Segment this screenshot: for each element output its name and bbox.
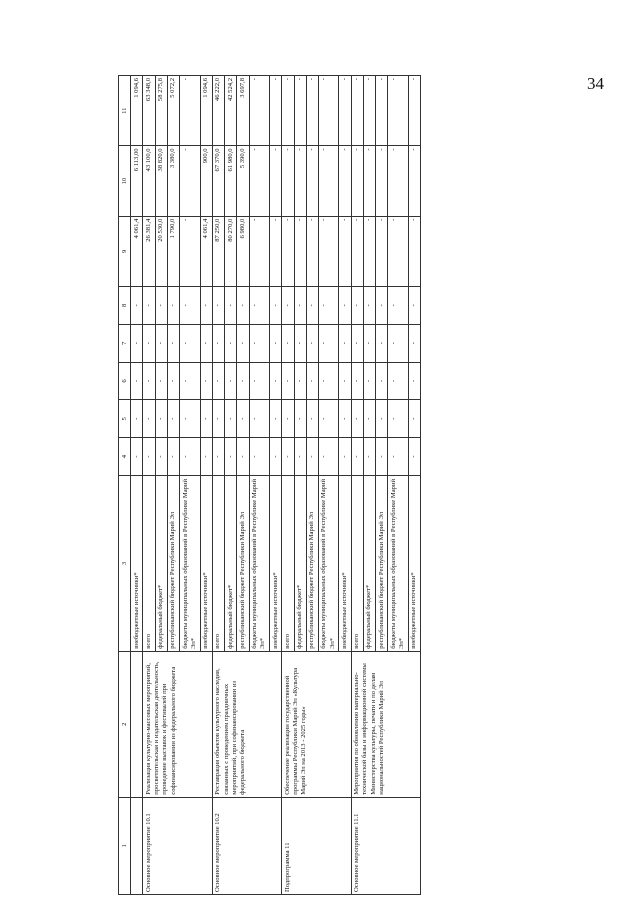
value-cell: -: [376, 438, 388, 476]
value-cell: -: [225, 400, 237, 438]
value-cell: -: [131, 400, 143, 438]
code-cell: Подпрограмма 11: [282, 797, 351, 894]
code-cell: Основное мероприятие 11.1: [351, 797, 420, 894]
name-cell: Обеспечение реализации государственной программы Республики Марий Эл «Культура Марий Эл на 2013 - 2025 годы»: [282, 651, 351, 797]
value-cell: -: [306, 324, 318, 362]
column-header-6: 6: [119, 362, 131, 400]
value-cell: -: [180, 438, 200, 476]
value-cell: -: [294, 76, 306, 146]
value-cell: -: [249, 400, 269, 438]
value-cell: -: [167, 286, 179, 324]
value-cell: 1 094,6: [200, 76, 212, 146]
table-row: [131, 76, 143, 895]
value-cell: -: [131, 362, 143, 400]
value-cell: 43 100,0: [143, 146, 155, 216]
value-cell: 3 697,8: [237, 76, 249, 146]
value-cell: -: [339, 362, 351, 400]
source-cell: внебюджетные источники*: [408, 476, 420, 652]
value-cell: 67 370,0: [212, 146, 224, 216]
value-cell: -: [388, 362, 408, 400]
value-cell: -: [167, 438, 179, 476]
value-cell: -: [294, 286, 306, 324]
value-cell: -: [351, 286, 363, 324]
value-cell: -: [294, 438, 306, 476]
source-cell: республиканский бюджет Республики Марий Эл: [376, 476, 388, 652]
value-cell: -: [351, 146, 363, 216]
rotated-table-wrapper: [118, 75, 508, 895]
value-cell: -: [155, 324, 167, 362]
header-row: [119, 76, 131, 895]
value-cell: -: [318, 400, 338, 438]
value-cell: -: [200, 362, 212, 400]
name-cell: Мероприятия по обновлению материально-технической базы и информационной системы Министерства культуры, печати и по делам национальностей Республики Марий Эл: [351, 651, 420, 797]
value-cell: -: [212, 324, 224, 362]
value-cell: -: [306, 362, 318, 400]
value-cell: -: [212, 438, 224, 476]
value-cell: -: [351, 76, 363, 146]
value-cell: -: [408, 76, 420, 146]
value-cell: -: [388, 216, 408, 286]
value-cell: -: [363, 286, 375, 324]
value-cell: -: [180, 400, 200, 438]
column-header-9: 9: [119, 216, 131, 286]
value-cell: -: [225, 324, 237, 362]
value-cell: -: [249, 438, 269, 476]
value-cell: -: [339, 324, 351, 362]
value-cell: -: [200, 438, 212, 476]
source-cell: внебюджетные источники*: [339, 476, 351, 652]
value-cell: -: [376, 324, 388, 362]
value-cell: -: [294, 324, 306, 362]
value-cell: -: [200, 324, 212, 362]
value-cell: -: [388, 146, 408, 216]
value-cell: -: [167, 324, 179, 362]
value-cell: -: [143, 286, 155, 324]
value-cell: -: [388, 400, 408, 438]
column-header-7: 7: [119, 324, 131, 362]
value-cell: -: [306, 400, 318, 438]
value-cell: -: [143, 400, 155, 438]
value-cell: -: [131, 324, 143, 362]
value-cell: 900,0: [200, 146, 212, 216]
value-cell: -: [388, 76, 408, 146]
value-cell: -: [249, 324, 269, 362]
value-cell: -: [376, 76, 388, 146]
source-cell: бюджеты муниципальных образований в Республике Марий Эл*: [249, 476, 269, 652]
column-header-8: 8: [119, 286, 131, 324]
source-cell: всего: [282, 476, 294, 652]
value-cell: 1 790,0: [167, 216, 179, 286]
value-cell: -: [180, 76, 200, 146]
source-cell: всего: [351, 476, 363, 652]
value-cell: -: [318, 216, 338, 286]
code-cell: Основное мероприятие 10.1: [143, 797, 212, 894]
value-cell: -: [237, 362, 249, 400]
source-cell: внебюджетные источники*: [200, 476, 212, 652]
value-cell: -: [180, 216, 200, 286]
value-cell: -: [270, 324, 282, 362]
source-cell: всего: [143, 476, 155, 652]
value-cell: -: [363, 146, 375, 216]
source-cell: республиканский бюджет Республики Марий Эл: [237, 476, 249, 652]
value-cell: -: [270, 286, 282, 324]
value-cell: -: [376, 216, 388, 286]
table-row: [212, 76, 224, 895]
source-cell: бюджеты муниципальных образований в Республике Марий Эл*: [388, 476, 408, 652]
value-cell: -: [131, 438, 143, 476]
value-cell: -: [408, 324, 420, 362]
column-header-1: 1: [119, 797, 131, 894]
value-cell: 20 530,0: [155, 216, 167, 286]
value-cell: -: [318, 438, 338, 476]
value-cell: -: [249, 216, 269, 286]
value-cell: -: [225, 438, 237, 476]
value-cell: -: [351, 362, 363, 400]
value-cell: -: [212, 362, 224, 400]
source-cell: бюджеты муниципальных образований в Республике Марий Эл*: [180, 476, 200, 652]
value-cell: -: [282, 76, 294, 146]
value-cell: -: [339, 400, 351, 438]
column-header-3: 3: [119, 476, 131, 652]
value-cell: 5 390,0: [237, 146, 249, 216]
value-cell: -: [180, 286, 200, 324]
column-header-5: 5: [119, 400, 131, 438]
value-cell: -: [270, 146, 282, 216]
value-cell: -: [363, 76, 375, 146]
value-cell: -: [249, 286, 269, 324]
name-cell: Реализация культурно-массовых мероприятий, просветительская и издательская деятельность, проведение выставок и фестивалей при софинансировании из федерального бюджета: [143, 651, 212, 797]
value-cell: -: [180, 362, 200, 400]
name-cell: Реставрация объектов культурного наследия, связанных с проведением праздничных мероприятий, при софинансировании из федерального бюджета: [212, 651, 281, 797]
source-cell: республиканский бюджет Республики Марий Эл: [167, 476, 179, 652]
value-cell: -: [408, 146, 420, 216]
source-cell: федеральный бюджет*: [225, 476, 237, 652]
value-cell: -: [237, 438, 249, 476]
value-cell: -: [155, 400, 167, 438]
value-cell: -: [408, 286, 420, 324]
value-cell: 80 270,0: [225, 216, 237, 286]
value-cell: -: [249, 76, 269, 146]
value-cell: -: [200, 286, 212, 324]
value-cell: -: [225, 286, 237, 324]
value-cell: -: [143, 362, 155, 400]
value-cell: -: [351, 400, 363, 438]
source-cell: внебюджетные источники*: [131, 476, 143, 652]
value-cell: -: [282, 438, 294, 476]
value-cell: -: [167, 362, 179, 400]
value-cell: -: [270, 76, 282, 146]
value-cell: 38 820,0: [155, 146, 167, 216]
value-cell: -: [294, 216, 306, 286]
value-cell: -: [318, 76, 338, 146]
value-cell: 42 524,2: [225, 76, 237, 146]
source-cell: федеральный бюджет*: [294, 476, 306, 652]
value-cell: -: [200, 400, 212, 438]
value-cell: -: [180, 324, 200, 362]
value-cell: -: [155, 362, 167, 400]
value-cell: -: [294, 362, 306, 400]
value-cell: 46 222,0: [212, 76, 224, 146]
value-cell: -: [225, 362, 237, 400]
value-cell: -: [282, 362, 294, 400]
name-cell: [131, 651, 143, 797]
value-cell: -: [306, 286, 318, 324]
table-body: [131, 76, 421, 895]
value-cell: -: [237, 324, 249, 362]
value-cell: 87 250,0: [212, 216, 224, 286]
column-header-2: 2: [119, 651, 131, 797]
value-cell: -: [339, 76, 351, 146]
code-cell: [131, 797, 143, 894]
value-cell: -: [143, 324, 155, 362]
value-cell: -: [408, 400, 420, 438]
value-cell: 5 072,2: [167, 76, 179, 146]
value-cell: -: [351, 324, 363, 362]
budget-table: [118, 75, 421, 895]
value-cell: -: [270, 438, 282, 476]
source-cell: федеральный бюджет*: [155, 476, 167, 652]
code-cell: Основное мероприятие 10.2: [212, 797, 281, 894]
value-cell: -: [294, 146, 306, 216]
value-cell: -: [306, 438, 318, 476]
value-cell: -: [318, 362, 338, 400]
value-cell: -: [294, 400, 306, 438]
value-cell: -: [388, 438, 408, 476]
value-cell: 6 113,00: [131, 146, 143, 216]
value-cell: -: [282, 400, 294, 438]
value-cell: -: [212, 400, 224, 438]
value-cell: -: [339, 438, 351, 476]
value-cell: -: [270, 216, 282, 286]
value-cell: -: [237, 400, 249, 438]
value-cell: -: [388, 324, 408, 362]
value-cell: -: [318, 286, 338, 324]
value-cell: -: [351, 438, 363, 476]
value-cell: -: [318, 146, 338, 216]
value-cell: 63 348,0: [143, 76, 155, 146]
value-cell: -: [376, 286, 388, 324]
page-number: 34: [587, 74, 604, 93]
value-cell: -: [376, 400, 388, 438]
value-cell: 6 980,0: [237, 216, 249, 286]
value-cell: -: [249, 146, 269, 216]
source-cell: всего: [212, 476, 224, 652]
value-cell: -: [180, 146, 200, 216]
value-cell: -: [351, 216, 363, 286]
value-cell: -: [249, 362, 269, 400]
value-cell: -: [306, 146, 318, 216]
value-cell: -: [408, 216, 420, 286]
value-cell: -: [167, 400, 179, 438]
value-cell: -: [282, 146, 294, 216]
value-cell: -: [339, 146, 351, 216]
value-cell: -: [143, 438, 155, 476]
value-cell: -: [339, 286, 351, 324]
table-row: [351, 76, 363, 895]
value-cell: -: [376, 362, 388, 400]
value-cell: 1 094,6: [131, 76, 143, 146]
column-header-11: 11: [119, 76, 131, 146]
value-cell: -: [212, 286, 224, 324]
value-cell: -: [408, 362, 420, 400]
value-cell: 26 381,4: [143, 216, 155, 286]
value-cell: -: [306, 216, 318, 286]
value-cell: -: [282, 286, 294, 324]
value-cell: -: [282, 324, 294, 362]
source-cell: бюджеты муниципальных образований в Республике Марий Эл*: [318, 476, 338, 652]
value-cell: -: [388, 286, 408, 324]
value-cell: 4 061,4: [200, 216, 212, 286]
source-cell: федеральный бюджет*: [363, 476, 375, 652]
value-cell: -: [237, 286, 249, 324]
value-cell: -: [282, 216, 294, 286]
value-cell: 4 061,4: [131, 216, 143, 286]
table-row: [282, 76, 294, 895]
value-cell: -: [339, 216, 351, 286]
value-cell: 61 980,0: [225, 146, 237, 216]
value-cell: -: [363, 438, 375, 476]
column-header-10: 10: [119, 146, 131, 216]
value-cell: -: [318, 324, 338, 362]
value-cell: -: [155, 286, 167, 324]
value-cell: 3 380,0: [167, 146, 179, 216]
value-cell: -: [363, 216, 375, 286]
value-cell: -: [131, 286, 143, 324]
value-cell: -: [363, 362, 375, 400]
source-cell: республиканский бюджет Республики Марий Эл: [306, 476, 318, 652]
table-row: [143, 76, 155, 895]
value-cell: -: [376, 146, 388, 216]
value-cell: -: [363, 400, 375, 438]
value-cell: -: [155, 438, 167, 476]
value-cell: 58 275,8: [155, 76, 167, 146]
value-cell: -: [363, 324, 375, 362]
value-cell: -: [270, 400, 282, 438]
source-cell: внебюджетные источники*: [270, 476, 282, 652]
column-header-4: 4: [119, 438, 131, 476]
value-cell: -: [270, 362, 282, 400]
value-cell: -: [306, 76, 318, 146]
value-cell: -: [408, 438, 420, 476]
